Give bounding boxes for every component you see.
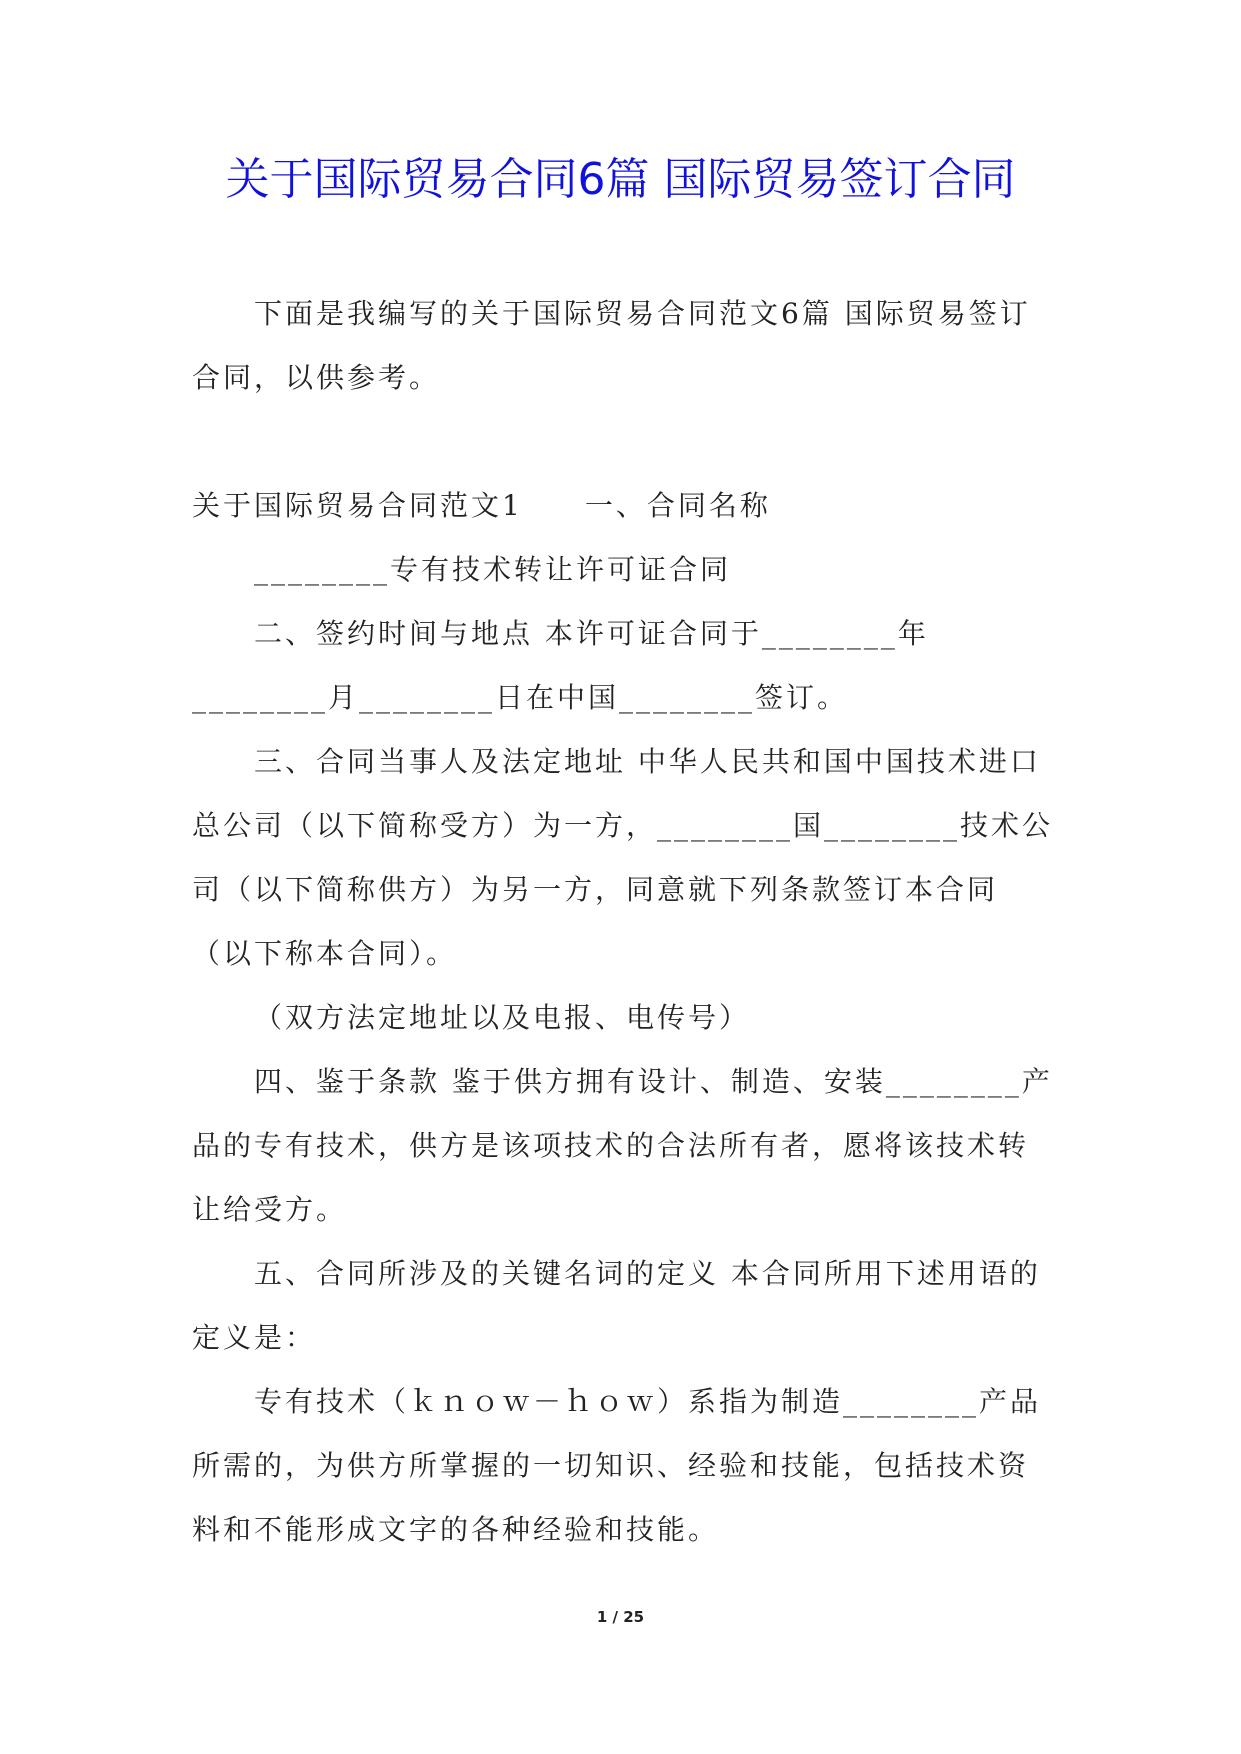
page-number: 1 / 25: [596, 1608, 645, 1626]
section-heading-paragraph: 关于国际贸易合同范文1 一、合同名称: [192, 489, 771, 522]
parties-paragraph: 三、合同当事人及法定地址 中华人民共和国中国技术进口总公司（以下简称受方）为一方，________国________技术公司（以下简称供方）为另一方，同意就下列条款签订本合同（以下称本合同）。: [192, 745, 1054, 970]
definitions-paragraph: 五、合同所涉及的关键名词的定义 本合同所用下述用语的定义是：: [192, 1257, 1041, 1354]
signing-time-paragraph: 二、签约时间与地点 本许可证合同于________年________月________日在中国________签订。: [192, 617, 929, 714]
contract-name-paragraph: ________专有技术转让许可证合同: [254, 553, 732, 586]
document-body: [192, 282, 1054, 1562]
address-note-paragraph: （双方法定地址以及电报、电传号）: [254, 1001, 751, 1034]
know-how-paragraph: 专有技术（ｋｎｏｗ－ｈｏｗ）系指为制造________产品所需的，为供方所掌握的一切知识、经验和技能，包括技术资料和不能形成文字的各种经验和技能。: [192, 1385, 1042, 1546]
whereas-paragraph: 四、鉴于条款 鉴于供方拥有设计、制造、安装________产品的专有技术，供方是该项技术的合法所有者，愿将该技术转让给受方。: [192, 1065, 1053, 1226]
intro-paragraph: 下面是我编写的关于国际贸易合同范文6篇 国际贸易签订合同，以供参考。: [192, 297, 1031, 394]
document-title: 关于国际贸易合同6篇 国际贸易签订合同: [225, 154, 1016, 205]
